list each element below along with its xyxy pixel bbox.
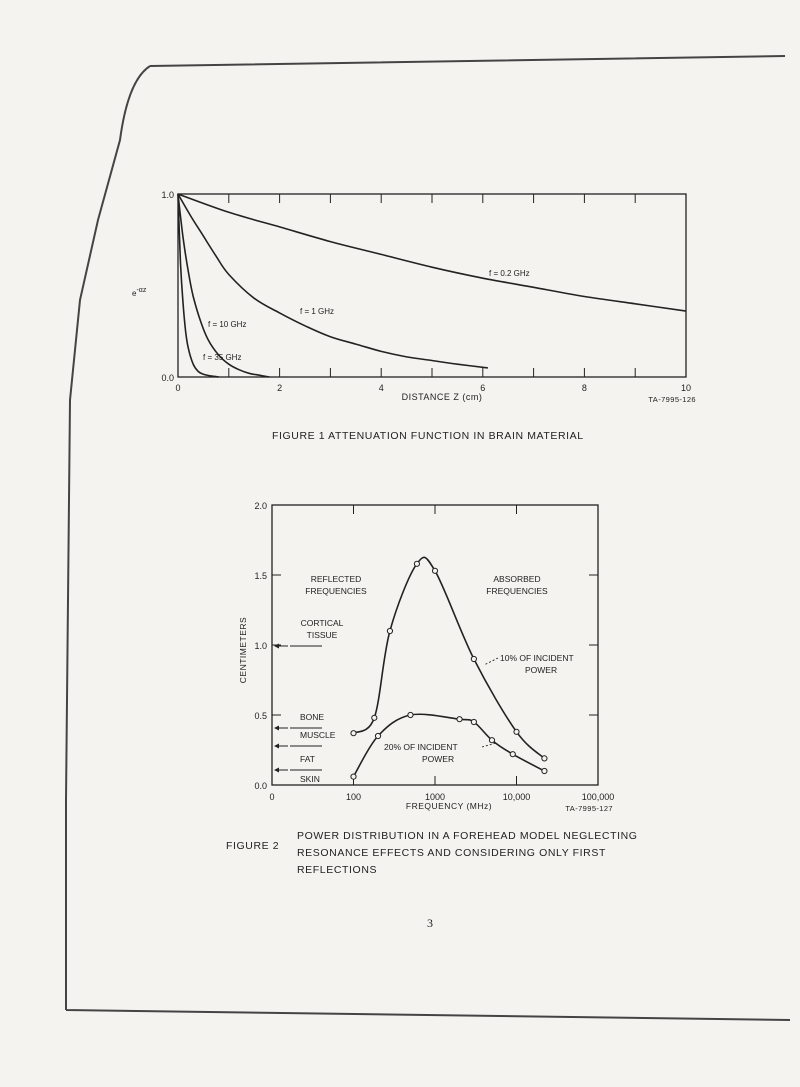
x-tick-label: 2: [277, 383, 283, 393]
data-point: [514, 729, 519, 734]
tissue-label: SKIN: [300, 774, 320, 784]
annotation-10-percent: POWER: [525, 665, 558, 675]
annotation-leader: [484, 658, 498, 665]
data-point: [542, 768, 547, 773]
tissue-label: BONE: [300, 712, 325, 722]
figure-2-caption-line-1: POWER DISTRIBUTION IN A FOREHEAD MODEL NEGLECTING: [297, 830, 638, 842]
data-point: [351, 731, 356, 736]
data-point: [387, 628, 392, 633]
tissue-label: MUSCLE: [300, 730, 336, 740]
series-line: [178, 194, 686, 311]
page-edge: [66, 56, 790, 1020]
tissue-arrowhead: [274, 768, 279, 773]
figure-2-caption-label: FIGURE 2: [226, 840, 280, 852]
figure-1-caption: FIGURE 1 ATTENUATION FUNCTION IN BRAIN MATERIAL: [272, 430, 584, 442]
x-tick-label: 100,000: [581, 792, 615, 802]
annotation-cortical: CORTICAL: [300, 618, 344, 628]
figure-2-caption-line-3: REFLECTIONS: [297, 864, 378, 876]
x-tick-label: 4: [378, 383, 384, 393]
tissue-label: FAT: [300, 754, 315, 764]
series-line: [178, 194, 219, 377]
annotation-reflected: REFLECTED: [310, 574, 362, 584]
y-axis-label-exponent: -αz: [136, 287, 147, 294]
figure-1-chart: [132, 190, 696, 404]
data-point: [372, 715, 377, 720]
data-point: [375, 733, 380, 738]
y-axis-label: CENTIMETERS: [238, 616, 248, 684]
data-point: [471, 656, 476, 661]
x-axis-label: FREQUENCY (MHz): [405, 801, 493, 811]
series-label: f = 10 GHz: [208, 320, 247, 329]
x-tick-label: 10: [680, 383, 692, 393]
annotation-10-percent: 10% OF INCIDENT: [500, 653, 574, 663]
data-point: [408, 712, 413, 717]
data-point: [432, 568, 437, 573]
series-line: [178, 194, 488, 368]
y-tick-label: 2.0: [254, 501, 267, 511]
data-point: [457, 717, 462, 722]
page-number: 3: [427, 916, 433, 930]
tissue-arrowhead: [274, 744, 279, 749]
x-axis-label: DISTANCE Z (cm): [401, 392, 483, 402]
y-tick-label: 1.0: [161, 190, 174, 200]
annotation-leader: [482, 743, 496, 747]
data-point: [489, 738, 494, 743]
data-point: [471, 719, 476, 724]
data-point: [351, 774, 356, 779]
figure-id-code: TA-7995-127: [565, 804, 613, 813]
annotation-20-percent: 20% OF INCIDENT: [384, 742, 458, 752]
figure-id-code: TA-7995-126: [648, 395, 696, 404]
y-tick-label: 0.5: [254, 711, 267, 721]
series-label: f = 35 GHz: [203, 353, 242, 362]
x-tick-label: 1000: [424, 792, 446, 802]
x-tick-label: 0: [175, 383, 181, 393]
y-tick-label: 1.0: [254, 641, 267, 651]
annotation-absorbed: ABSORBED: [493, 574, 541, 584]
data-point: [510, 752, 515, 757]
series-label: f = 0.2 GHz: [489, 269, 530, 278]
x-tick-label: 10,000: [502, 792, 531, 802]
annotation-20-percent: POWER: [422, 754, 455, 764]
x-tick-label: 8: [581, 383, 587, 393]
y-tick-label: 1.5: [254, 571, 267, 581]
x-tick-label: 100: [345, 792, 362, 802]
plot-frame: [178, 194, 686, 377]
tissue-arrowhead: [274, 726, 279, 731]
data-point: [414, 561, 419, 566]
y-tick-label: 0.0: [254, 781, 267, 791]
annotation-absorbed: FREQUENCIES: [486, 586, 548, 596]
series-line: [178, 194, 269, 377]
y-tick-label: 0.0: [161, 373, 174, 383]
y-axis-label: e-αz: [132, 287, 147, 298]
figure-2-caption-line-2: RESONANCE EFFECTS AND CONSIDERING ONLY FIRST: [297, 847, 606, 859]
data-point: [542, 756, 547, 761]
series-label: f = 1 GHz: [300, 307, 335, 316]
annotation-cortical: TISSUE: [306, 630, 338, 640]
x-tick-label: 0: [269, 792, 275, 802]
figure-2-chart: [238, 501, 614, 813]
tissue-arrowhead: [274, 644, 279, 649]
annotation-reflected: FREQUENCIES: [305, 586, 367, 596]
x-tick-label: 6: [480, 383, 486, 393]
